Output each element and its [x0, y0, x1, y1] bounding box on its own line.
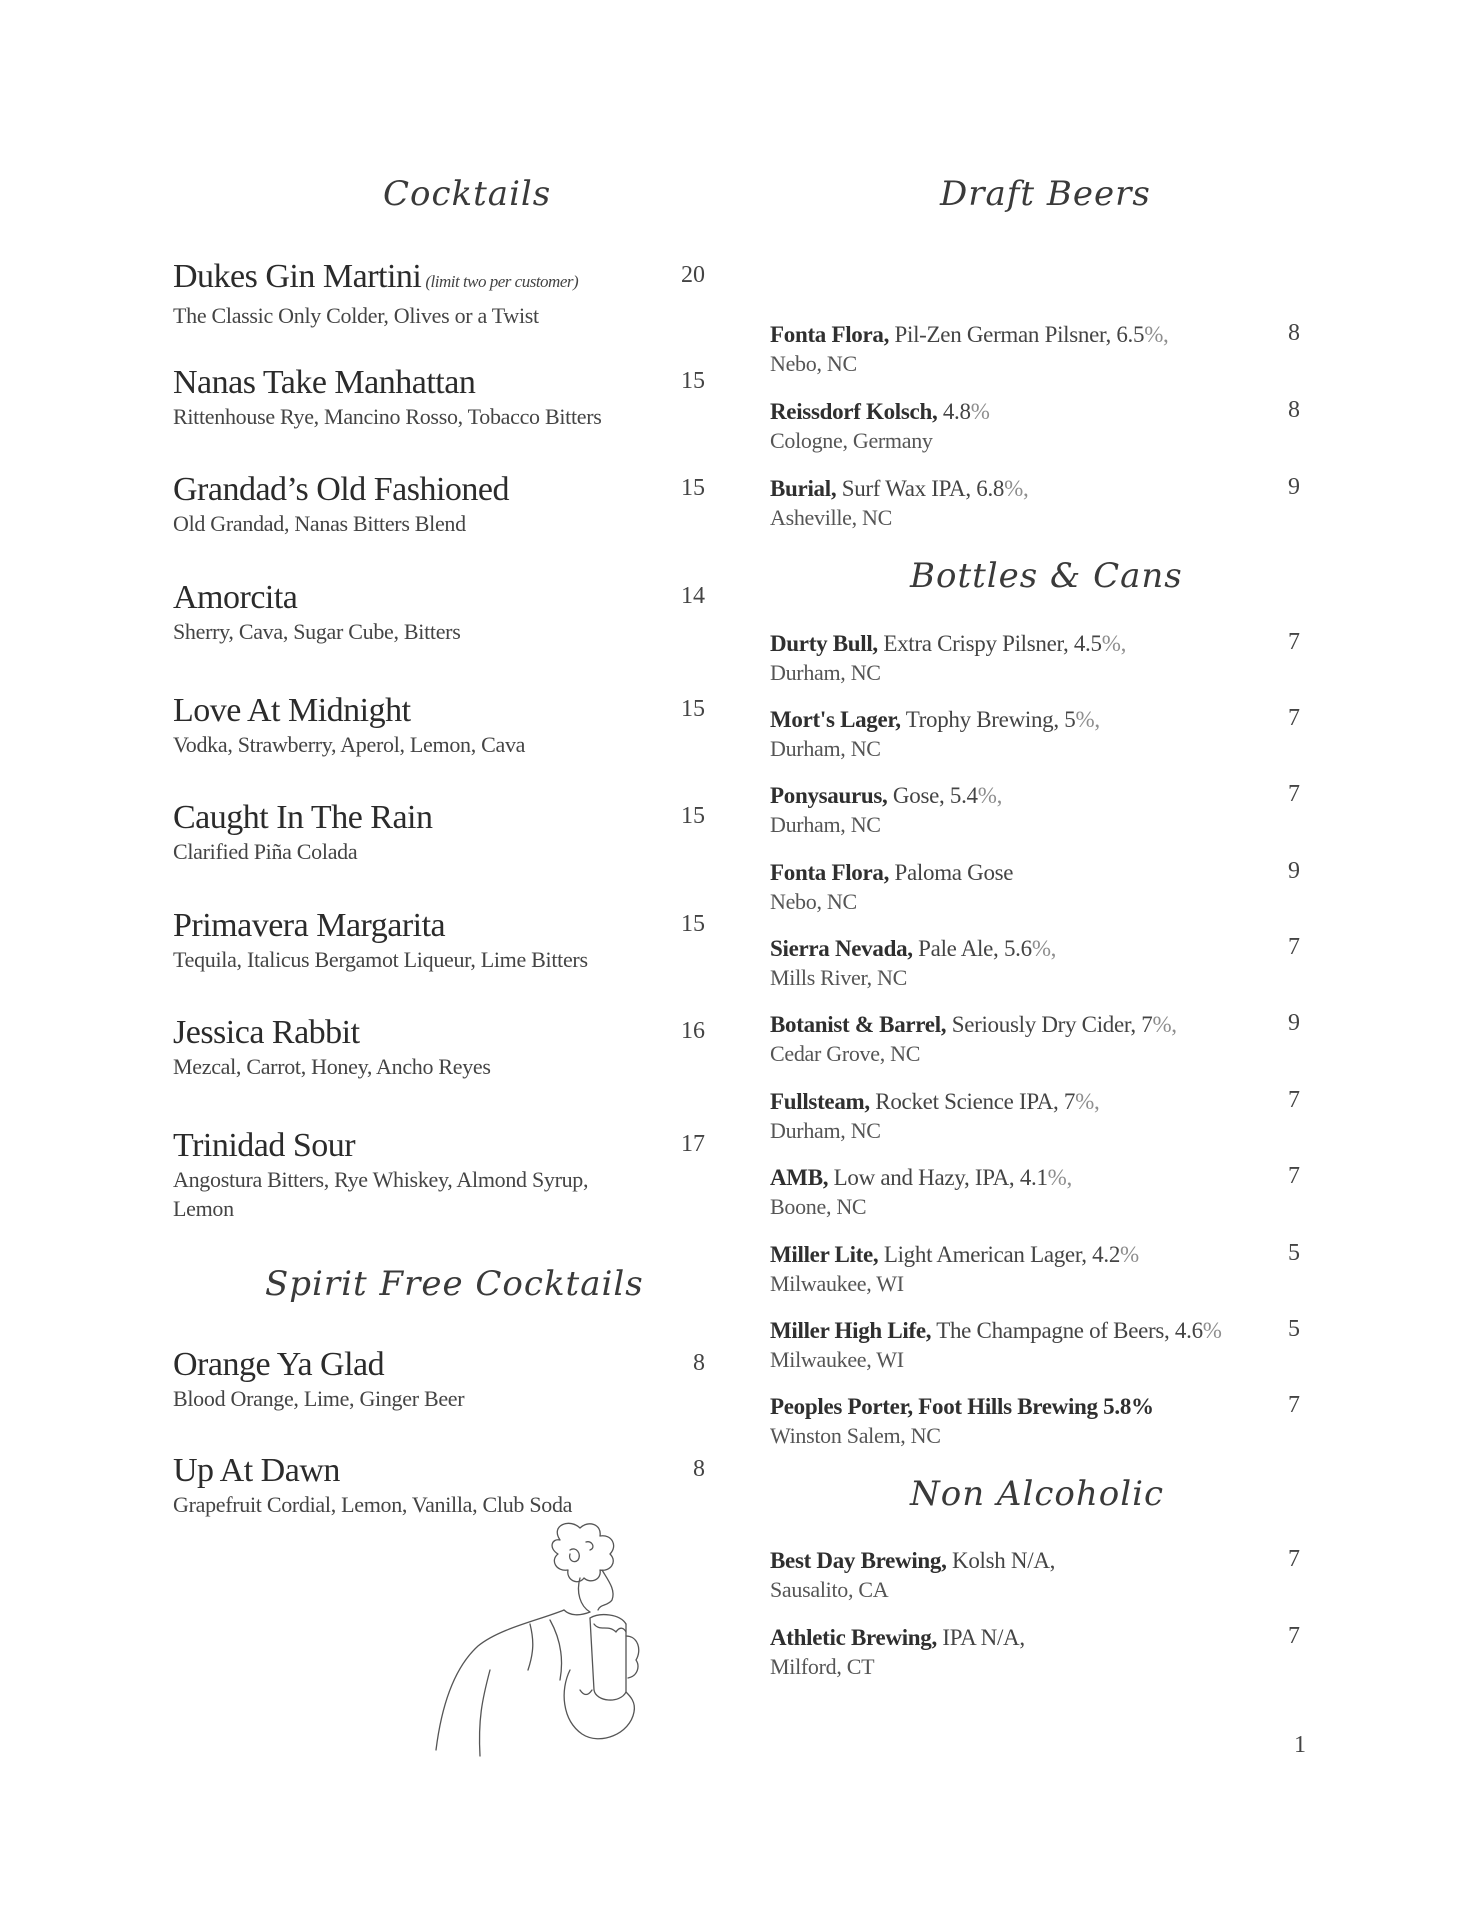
beer-percent-sign: % — [1120, 1242, 1139, 1267]
beer-brand: Mort's Lager, — [770, 707, 901, 732]
beer-percent-sign: % — [1202, 1318, 1222, 1343]
beer-style: 4.8 — [937, 399, 971, 424]
beer-location: Sausalito, CA — [770, 1577, 889, 1602]
item-name: Dukes Gin Martini — [173, 258, 422, 295]
beer-style: Gose, 5.4 — [887, 783, 978, 808]
menu-item — [173, 471, 705, 538]
item-price: 7 — [1288, 629, 1300, 655]
spirit-free-heading: Spirit Free Cocktails — [265, 1264, 644, 1304]
beer-style: Surf Wax IPA, 6.8 — [836, 476, 1005, 501]
menu-item — [770, 1087, 1300, 1145]
item-name: Primavera Margarita — [173, 907, 446, 944]
item-price: 15 — [681, 803, 705, 829]
beer-percent-sign: %, — [1144, 322, 1169, 347]
menu-item — [770, 858, 1300, 916]
item-description: Sherry, Cava, Sugar Cube, Bitters — [173, 619, 461, 644]
item-description: Clarified Piña Colada — [173, 839, 358, 864]
item-name: Up At Dawn — [173, 1452, 340, 1489]
item-price: 7 — [1288, 1163, 1300, 1189]
item-name: Orange Ya Glad — [173, 1346, 385, 1383]
beer-style: Trophy Brewing, 5 — [900, 707, 1076, 732]
beer-brand: Fonta Flora, — [770, 860, 890, 885]
item-price: 8 — [1288, 397, 1300, 423]
beer-brand: Best Day Brewing, — [770, 1548, 947, 1573]
non-alcoholic-heading: Non Alcoholic — [910, 1474, 1165, 1514]
beer-location: Milford, CT — [770, 1654, 875, 1679]
menu-item — [173, 692, 705, 759]
item-name: Grandad’s Old Fashioned — [173, 471, 510, 508]
item-description: Mezcal, Carrot, Honey, Ancho Reyes — [173, 1054, 491, 1079]
beer-location: Nebo, NC — [770, 351, 857, 376]
item-name: Amorcita — [173, 579, 298, 616]
item-price: 15 — [681, 696, 705, 722]
item-price: 7 — [1288, 1087, 1300, 1113]
beer-location: Cedar Grove, NC — [770, 1041, 921, 1066]
item-price: 9 — [1288, 858, 1300, 884]
item-note: (limit two per customer) — [425, 272, 579, 291]
beer-percent-sign: %, — [1031, 936, 1057, 961]
beer-brand: Ponysaurus, — [770, 783, 888, 808]
beer-style: Paloma Gose — [889, 860, 1014, 885]
item-price: 9 — [1288, 1010, 1300, 1036]
beer-brand: Miller Lite, — [770, 1242, 879, 1267]
beer-percent-sign: %, — [1075, 707, 1100, 732]
beer-location: Nebo, NC — [770, 889, 857, 914]
beer-location: Durham, NC — [770, 736, 881, 761]
beer-percent-sign: %, — [1152, 1012, 1177, 1037]
beer-brand: Miller High Life, — [770, 1318, 932, 1343]
item-price: 7 — [1288, 1392, 1300, 1418]
bottles-cans-heading: Bottles & Cans — [910, 556, 1183, 596]
menu-item — [173, 1014, 705, 1081]
menu-item — [770, 1623, 1300, 1681]
beer-style: Seriously Dry Cider, 7 — [946, 1012, 1153, 1037]
beer-brand: Peoples Porter, Foot Hills Brewing 5.8% — [770, 1394, 1154, 1419]
beer-brand: Fonta Flora, — [770, 322, 890, 347]
item-name: Trinidad Sour — [173, 1127, 356, 1164]
draft-beers-heading: Draft Beers — [940, 174, 1151, 214]
menu-item — [770, 705, 1300, 763]
menu-item — [770, 1546, 1300, 1604]
beer-location: Durham, NC — [770, 660, 881, 685]
item-price: 5 — [1288, 1316, 1300, 1342]
item-price: 15 — [681, 911, 705, 937]
beer-style: IPA N/A, — [936, 1625, 1025, 1650]
beer-brand: Athletic Brewing, — [770, 1625, 937, 1650]
beer-brand: AMB, — [770, 1165, 829, 1190]
menu-item — [173, 1346, 705, 1413]
menu-item — [770, 1392, 1300, 1450]
menu-item — [770, 1316, 1300, 1374]
item-price: 14 — [681, 583, 705, 609]
item-description: Blood Orange, Lime, Ginger Beer — [173, 1386, 465, 1411]
beer-brand: Burial, — [770, 476, 837, 501]
menu-item — [770, 934, 1300, 992]
beer-location: Milwaukee, WI — [770, 1271, 904, 1296]
item-description: The Classic Only Colder, Olives or a Twist — [173, 303, 539, 328]
beer-location: Winston Salem, NC — [770, 1423, 941, 1448]
beer-style: Kolsh N/A, — [946, 1548, 1056, 1573]
item-price: 7 — [1288, 705, 1300, 731]
beer-location: Boone, NC — [770, 1194, 867, 1219]
item-description: Angostura Bitters, Rye Whiskey, Almond Syrup, — [173, 1167, 589, 1192]
menu-item — [173, 1452, 705, 1519]
beer-percent-sign: % — [970, 399, 990, 424]
beer-location: Mills River, NC — [770, 965, 908, 990]
item-description-continued: Lemon — [173, 1196, 234, 1221]
menu-item — [770, 1163, 1300, 1221]
beer-brand: Reissdorf Kolsch, — [770, 399, 938, 424]
menu-item — [770, 320, 1300, 378]
menu-item — [173, 364, 705, 431]
beer-style: Rocket Science IPA, 7 — [869, 1089, 1076, 1114]
menu-item — [173, 579, 705, 646]
menu-item — [770, 397, 1300, 455]
beer-location: Durham, NC — [770, 1118, 881, 1143]
beer-brand: Durty Bull, — [770, 631, 878, 656]
item-price: 7 — [1288, 781, 1300, 807]
beer-style: Pil-Zen German Pilsner, 6.5 — [889, 322, 1145, 347]
menu-item — [173, 907, 705, 974]
beer-style: Extra Crispy Pilsner, 4.5 — [877, 631, 1102, 656]
item-name: Jessica Rabbit — [173, 1014, 360, 1051]
beer-style: Light American Lager, 4.2 — [878, 1242, 1121, 1267]
beer-style: Pale Ale, 5.6 — [912, 936, 1032, 961]
beer-brand: Botanist & Barrel, — [770, 1012, 947, 1037]
menu-item — [770, 781, 1300, 839]
menu-item — [173, 258, 705, 330]
item-price: 15 — [681, 368, 705, 394]
item-price: 5 — [1288, 1240, 1300, 1266]
item-price: 8 — [693, 1350, 705, 1376]
beer-percent-sign: %, — [1004, 476, 1029, 501]
cocktails-heading: Cocktails — [383, 174, 552, 214]
menu-item — [770, 1010, 1300, 1068]
item-price: 7 — [1288, 1546, 1300, 1572]
item-description: Tequila, Italicus Bergamot Liqueur, Lime Bitters — [173, 947, 588, 972]
beer-percent-sign: %, — [1047, 1165, 1072, 1190]
beer-brand: Sierra Nevada, — [770, 936, 913, 961]
item-price: 20 — [681, 262, 705, 288]
item-price: 9 — [1288, 474, 1300, 500]
item-price: 16 — [681, 1018, 705, 1044]
item-price: 17 — [681, 1131, 705, 1157]
item-price: 15 — [681, 475, 705, 501]
beer-percent-sign: %, — [1101, 631, 1127, 656]
beer-style: The Champagne of Beers, 4.6 — [931, 1318, 1203, 1343]
beer-style: Low and Hazy, IPA, 4.1 — [828, 1165, 1048, 1190]
menu-item — [173, 799, 705, 866]
item-price: 7 — [1288, 934, 1300, 960]
item-description: Old Grandad, Nanas Bitters Blend — [173, 511, 466, 536]
item-description: Vodka, Strawberry, Aperol, Lemon, Cava — [173, 732, 526, 757]
beer-location: Durham, NC — [770, 812, 881, 837]
item-description: Grapefruit Cordial, Lemon, Vanilla, Club Soda — [173, 1492, 573, 1517]
item-price: 8 — [1288, 320, 1300, 346]
menu-item — [770, 629, 1300, 687]
beer-percent-sign: %, — [977, 783, 1003, 808]
item-price: 8 — [693, 1456, 705, 1482]
beer-location: Cologne, Germany — [770, 428, 933, 453]
item-name: Nanas Take Manhattan — [173, 364, 476, 401]
item-price: 7 — [1288, 1623, 1300, 1649]
beer-location: Milwaukee, WI — [770, 1347, 904, 1372]
item-description: Rittenhouse Rye, Mancino Rosso, Tobacco Bitters — [173, 404, 602, 429]
item-name: Caught In The Rain — [173, 799, 433, 836]
beer-brand: Fullsteam, — [770, 1089, 870, 1114]
beer-location: Asheville, NC — [770, 505, 892, 530]
item-name: Love At Midnight — [173, 692, 411, 729]
page-number: 1 — [1294, 1732, 1306, 1758]
menu-item — [770, 1240, 1300, 1298]
beer-percent-sign: %, — [1075, 1089, 1100, 1114]
person-drinking-illustration — [430, 1520, 710, 1770]
menu-item — [173, 1127, 705, 1223]
menu-item — [770, 474, 1300, 532]
